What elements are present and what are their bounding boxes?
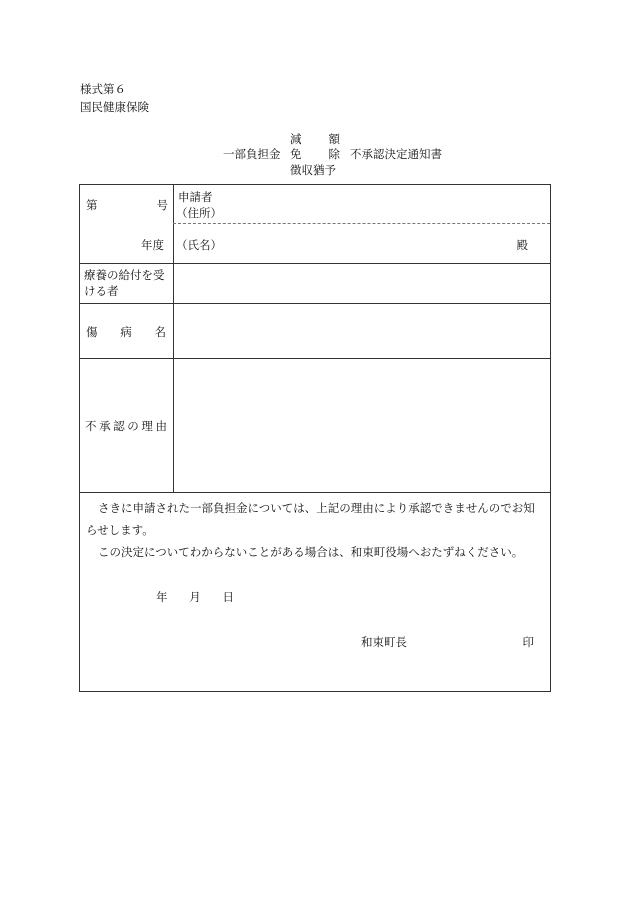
title-option-deferral: 徴収猶予 — [290, 163, 336, 177]
row-divider — [80, 303, 550, 304]
reason-label: 不 承 認 の 理 由 — [85, 419, 167, 433]
row-divider — [80, 492, 550, 493]
number-label: 第 号 — [86, 198, 168, 212]
seal-mark: 印 — [522, 635, 534, 649]
label-column-divider — [173, 185, 174, 492]
notice-form-table — [79, 184, 551, 692]
row-divider — [80, 263, 550, 264]
honorific: 殿 — [516, 238, 528, 252]
applicant-dashed-divider — [173, 223, 550, 224]
title-document-type: 不承認決定通知書 — [350, 147, 442, 161]
recipient-label-line2: ける者 — [84, 284, 119, 298]
disease-label: 傷 病 名 — [86, 325, 166, 339]
recipient-label-line1: 療養の給付を受 — [84, 268, 165, 282]
name-label: （氏名） — [176, 238, 222, 252]
date-line: 年 月 日 — [156, 590, 234, 604]
row-divider — [80, 358, 550, 359]
insurance-type: 国民健康保険 — [80, 100, 149, 114]
notice-body — [80, 497, 552, 563]
notice-paragraph-1: さきに申請された一部負担金については、上記の理由により承認できませんのでお知らせします。 — [86, 501, 535, 537]
address-label: （住所） — [176, 206, 222, 220]
issuer-name: 和束町長 — [361, 635, 407, 649]
applicant-label: 申請者 — [178, 190, 213, 204]
title-option-reduction: 減 額 — [290, 132, 340, 146]
notice-paragraph-2: この決定についてわからないことがある場合は、和束町役場へおたずねください。 — [98, 545, 524, 559]
form-number: 様式第６ — [80, 82, 126, 96]
title-option-exemption: 免 除 — [290, 147, 340, 161]
year-label: 年度 — [141, 238, 164, 252]
title-subject: 一部負担金 — [223, 147, 281, 161]
